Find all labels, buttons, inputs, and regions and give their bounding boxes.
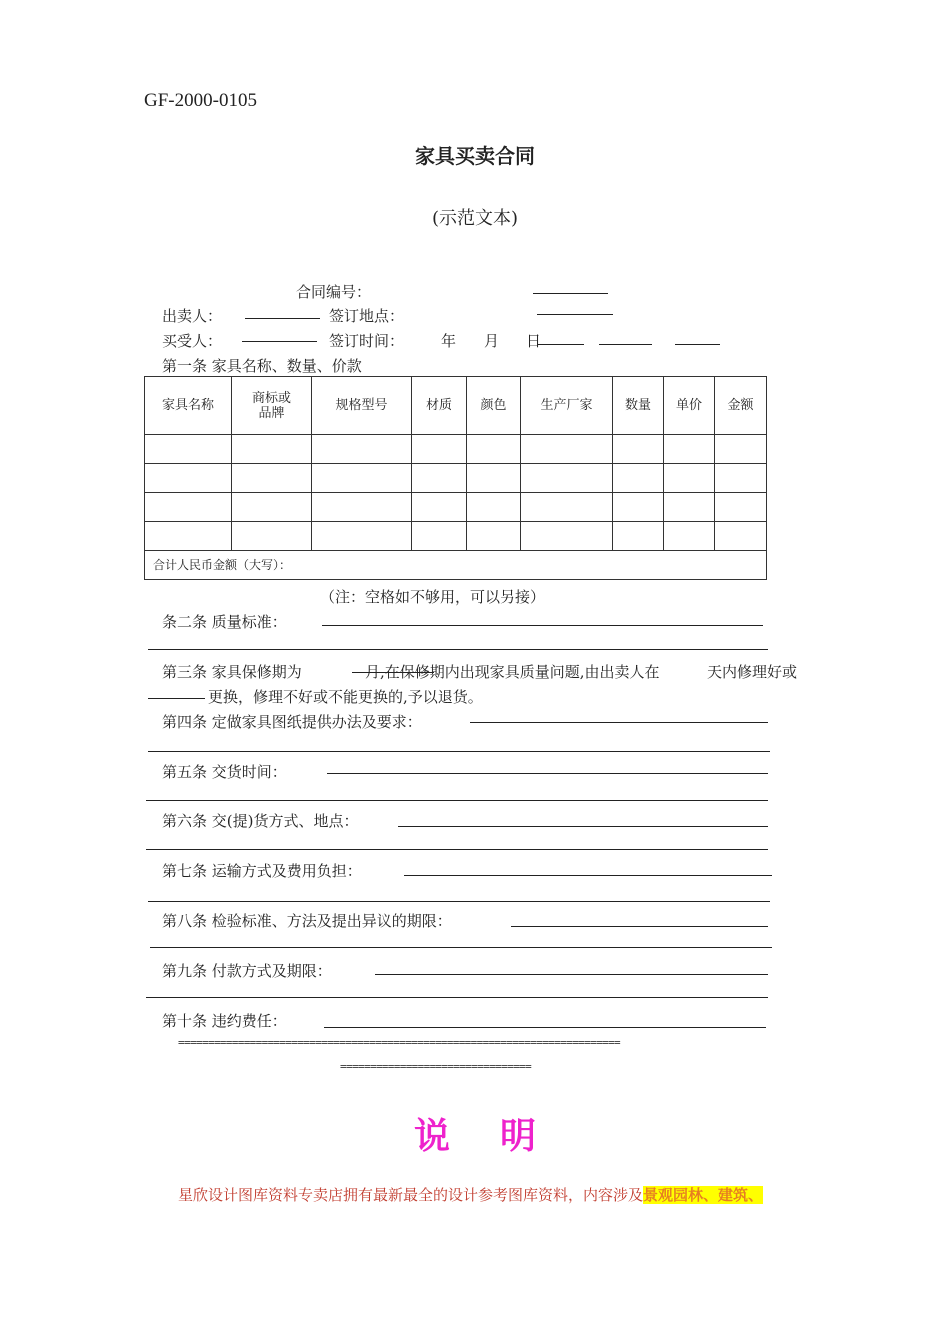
table-cell[interactable] [232, 493, 312, 522]
article-8-blank[interactable] [511, 926, 768, 927]
separator-line-1: ========================================================================== [178, 1036, 620, 1049]
table-cell[interactable] [145, 493, 232, 522]
explanation-highlight: 景观园林、建筑、 [643, 1186, 764, 1204]
document-subtitle: (示范文本) [431, 208, 519, 229]
col-header: 金额 [715, 377, 767, 435]
article-4: 第四条 定做家具图纸提供办法及要求： [162, 713, 422, 731]
sign-place-blank[interactable] [537, 314, 613, 315]
table-cell[interactable] [521, 435, 613, 464]
day-label: 日 [526, 332, 542, 350]
table-cell[interactable] [412, 522, 467, 551]
buyer-label: 买受人： [162, 332, 223, 350]
table-cell[interactable] [664, 464, 715, 493]
table-cell[interactable] [664, 522, 715, 551]
table-cell[interactable] [467, 522, 521, 551]
article-7-blank[interactable] [404, 875, 772, 876]
article-2-blank-2[interactable] [148, 649, 768, 650]
article-8-blank-2[interactable] [150, 947, 772, 948]
table-cell[interactable] [232, 522, 312, 551]
table-cell[interactable] [232, 435, 312, 464]
table-cell[interactable] [412, 493, 467, 522]
article-9-blank-2[interactable] [146, 997, 768, 998]
table-cell[interactable] [145, 435, 232, 464]
article-7-blank-2[interactable] [148, 901, 770, 902]
article-2-blank[interactable] [322, 625, 763, 626]
table-row [145, 493, 767, 522]
article-5-blank-2[interactable] [146, 800, 768, 801]
article-6: 第六条 交(提)货方式、地点： [162, 812, 359, 830]
sign-time-label: 签订时间： [329, 332, 405, 350]
date-blank-2[interactable] [599, 344, 652, 345]
article-9: 第九条 付款方式及期限： [162, 962, 332, 980]
table-cell[interactable] [467, 435, 521, 464]
col-header: 规格型号 [312, 377, 412, 435]
document-title: 家具买卖合同 [415, 144, 535, 168]
table-cell[interactable] [715, 435, 767, 464]
form-code: GF-2000-0105 [144, 90, 257, 111]
article-9-blank[interactable] [375, 974, 768, 975]
table-cell[interactable] [521, 464, 613, 493]
article-8: 第八条 检验标准、方法及提出异议的期限： [162, 912, 452, 930]
table-row [145, 522, 767, 551]
table-cell[interactable] [312, 435, 412, 464]
seller-blank[interactable] [245, 318, 320, 319]
article-2: 条二条 质量标准： [162, 613, 287, 631]
contract-no-blank[interactable] [533, 293, 608, 294]
article-3-part2: 月,在保修期内出现家具质量问题,由出卖人在 [365, 663, 660, 681]
table-cell[interactable] [715, 464, 767, 493]
repair-days-blank[interactable] [148, 698, 205, 699]
table-cell[interactable] [715, 493, 767, 522]
separator-line-2: ================================ [340, 1060, 532, 1073]
article-4-blank[interactable] [470, 722, 768, 723]
month-label: 月 [484, 332, 500, 350]
article-5-blank[interactable] [327, 773, 768, 774]
year-label: 年 [441, 332, 457, 350]
article-10: 第十条 违约费任： [162, 1012, 287, 1030]
article-1: 第一条 家具名称、数量、价款 [162, 357, 362, 375]
table-cell[interactable] [613, 522, 664, 551]
table-cell[interactable] [467, 464, 521, 493]
col-header: 生产厂家 [521, 377, 613, 435]
article-3-part1: 第三条 家具保修期为 [162, 663, 302, 681]
article-5: 第五条 交货时间： [162, 763, 287, 781]
table-total-row [145, 551, 767, 580]
contract-no-label: 合同编号： [296, 283, 372, 301]
table-cell[interactable] [613, 464, 664, 493]
explanation-heading: 说明 [413, 1116, 586, 1157]
article-3-part4: 更换，修理不好或不能更换的,予以退货。 [208, 688, 483, 706]
col-header: 材质 [412, 377, 467, 435]
table-cell[interactable] [715, 522, 767, 551]
seller-label: 出卖人： [162, 307, 223, 325]
table-note: （注：空格如不够用，可以另接） [320, 588, 546, 606]
table-cell[interactable] [312, 493, 412, 522]
date-blank-3[interactable] [675, 344, 720, 345]
table-cell[interactable] [521, 522, 613, 551]
article-7: 第七条 运输方式及费用负担： [162, 862, 362, 880]
table-header-row [145, 377, 767, 435]
table-cell[interactable] [312, 522, 412, 551]
total-amount-cell[interactable]: 合计人民币金额（大写）： [145, 551, 767, 580]
col-header: 单价 [664, 377, 715, 435]
col-header: 家具名称 [145, 377, 232, 435]
table-cell[interactable] [145, 522, 232, 551]
article-4-blank-2[interactable] [148, 751, 770, 752]
col-header: 数量 [613, 377, 664, 435]
table-cell[interactable] [613, 435, 664, 464]
sign-place-label: 签订地点： [329, 307, 405, 325]
explanation-text [178, 1184, 763, 1205]
col-header: 商标或品牌 [232, 377, 312, 435]
table-row [145, 464, 767, 493]
table-cell[interactable] [613, 493, 664, 522]
buyer-blank[interactable] [242, 341, 317, 342]
table-cell[interactable] [412, 464, 467, 493]
table-cell[interactable] [521, 493, 613, 522]
date-blank-1[interactable] [537, 344, 584, 345]
article-6-blank-2[interactable] [146, 849, 768, 850]
article-6-blank[interactable] [398, 826, 768, 827]
table-cell[interactable] [145, 464, 232, 493]
col-header: 颜色 [467, 377, 521, 435]
table-cell[interactable] [412, 435, 467, 464]
table-cell[interactable] [467, 493, 521, 522]
article-3-part3: 天内修理好或 [707, 663, 798, 681]
goods-table [144, 376, 767, 580]
table-cell[interactable] [664, 435, 715, 464]
table-row [145, 435, 767, 464]
explanation-body: 星欣设计图库资料专卖店拥有最新最全的设计参考图库资料，内容涉及 [178, 1186, 644, 1204]
article-10-blank[interactable] [324, 1027, 766, 1028]
table-cell[interactable] [232, 464, 312, 493]
table-cell[interactable] [664, 493, 715, 522]
table-cell[interactable] [312, 464, 412, 493]
